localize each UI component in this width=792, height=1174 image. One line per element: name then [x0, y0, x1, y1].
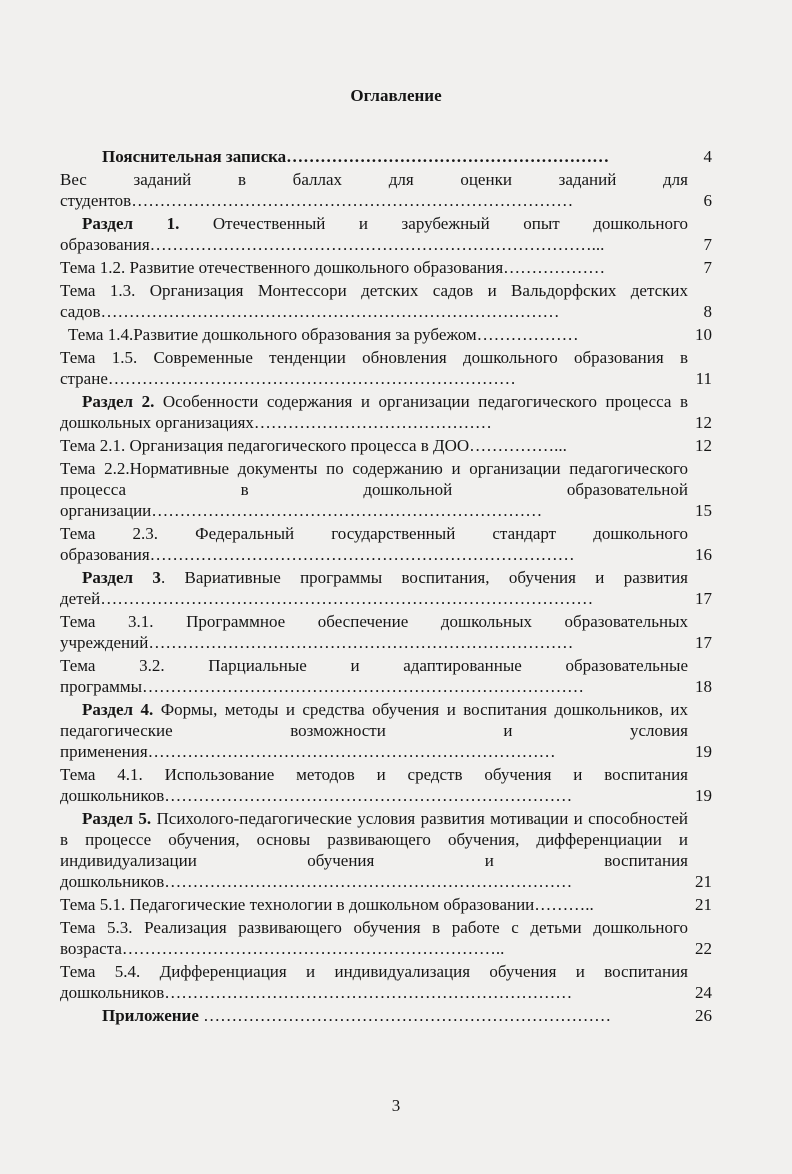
toc-entry-text: Тема 3.1. Программное обеспечение дошкольных образовательных учреждений………………………………………………………………… [60, 612, 688, 652]
toc-entry [60, 347, 712, 389]
toc-entry-text: Тема 5.1. Педагогические технологии в дошкольном образовании……….. [60, 895, 594, 914]
toc-entry [60, 894, 712, 915]
toc-entry-text: Раздел 1. Отечественный и зарубежный опыт дошкольного образования……………………………………………………………………... [60, 214, 689, 254]
toc-entry-text: Тема 5.3. Реализация развивающего обучения в работе с детьми дошкольного возраста………………………………………………………….. [60, 918, 688, 958]
page-number-footer: 3 [391, 1096, 401, 1115]
toc-entry [60, 523, 712, 565]
toc-entry-text: Тема 2.3. Федеральный государственный стандарт дошкольного образования………………………………………………………………… [60, 524, 688, 564]
toc-entry [60, 435, 712, 456]
toc-entry [60, 146, 712, 167]
toc-page-number: 15 [695, 501, 712, 520]
toc-entry [60, 1005, 712, 1026]
toc-entry [60, 324, 712, 345]
table-of-contents [60, 146, 712, 1028]
toc-page-number: 7 [703, 235, 712, 254]
toc-entry-text: Тема 2.1. Организация педагогического процесса в ДОО……………... [60, 436, 567, 455]
toc-entry [60, 917, 712, 959]
toc-entry [60, 257, 712, 278]
toc-entry-text: Раздел 4. Формы, методы и средства обучения и воспитания дошкольников, их педагогические возможности и условия применения……………………………………………………………… [60, 700, 689, 761]
toc-page-number: 26 [695, 1006, 712, 1025]
toc-entry-text: Тема 5.4. Дифференциация и индивидуализация обучения и воспитания дошкольников……………………………………………………………… [60, 962, 688, 1002]
toc-entry-heading: Раздел 1. [82, 214, 180, 233]
toc-page-number: 19 [695, 786, 712, 805]
toc-entry [60, 764, 712, 806]
toc-entry-text: Тема 3.2. Парциальные и адаптированные образовательные программы…………………………………………………………………… [60, 656, 688, 696]
toc-page-number: 7 [703, 258, 712, 277]
toc-page-number: 11 [695, 369, 712, 388]
toc-entry [60, 808, 712, 892]
toc-entry [60, 655, 712, 697]
toc-entry-text: Приложение ……………………………………………………………… [102, 1006, 612, 1025]
toc-entry-heading: Приложение [102, 1006, 199, 1025]
toc-entry-text: Тема 1.3. Организация Монтессори детских садов и Вальдорфских детских садов……………………………………………………………………… [60, 281, 688, 321]
toc-page-number: 10 [695, 325, 712, 344]
toc-entry [60, 611, 712, 653]
toc-page-number: 18 [695, 677, 712, 696]
toc-page-number: 22 [695, 939, 712, 958]
toc-entry-text: Раздел 2. Особенности содержания и организации педагогического процесса в дошкольных организациях…………………………………… [60, 392, 688, 432]
toc-page-number: 12 [695, 436, 712, 455]
toc-entry [60, 961, 712, 1003]
toc-page-number: 21 [695, 895, 712, 914]
toc-page-number: 4 [703, 147, 712, 166]
toc-entry-heading: Раздел 4. [82, 700, 154, 719]
toc-page-number: 17 [695, 589, 712, 608]
toc-entry-heading: Раздел 3 [82, 568, 161, 587]
toc-page-number: 12 [695, 413, 712, 432]
toc-entry-heading: Раздел 2. [82, 392, 155, 411]
toc-entry-heading: Раздел 5. [82, 809, 152, 828]
toc-entry-text: Тема 1.2. Развитие отечественного дошкольного образования……………… [60, 258, 606, 277]
toc-page-number: 6 [703, 191, 712, 210]
toc-entry [60, 213, 712, 255]
toc-entry-text: Тема 4.1. Использование методов и средств обучения и воспитания дошкольников……………………………………………………………… [60, 765, 688, 805]
toc-entry-text: Вес заданий в баллах для оценки заданий для студентов…………………………………………………………………… [60, 170, 688, 210]
toc-entry [60, 699, 712, 762]
toc-entry-text: Раздел 3. Вариативные программы воспитания, обучения и развития детей…………………………………………………………………………… [60, 568, 688, 608]
toc-page-number: 24 [695, 983, 712, 1002]
toc-page-number: 21 [695, 872, 712, 891]
toc-entry-text: Тема 2.2.Нормативные документы по содержанию и организации педагогического процесса в дошкольной образовательной организации…………………………………………………………… [60, 459, 688, 520]
toc-entry-text: Раздел 5. Психолого-педагогические условия развития мотивации и способностей в процессе обучения, основы развивающего обучения, дифференциации и индивидуализации обучения и воспитания дошкольников……………………………………………………………… [60, 809, 688, 891]
toc-entry [60, 458, 712, 521]
toc-entry [60, 391, 712, 433]
toc-entry-text: Тема 1.4.Развитие дошкольного образования за рубежом……………… [68, 325, 579, 344]
toc-page-number: 17 [695, 633, 712, 652]
page-title: Оглавление [350, 86, 442, 105]
toc-page-number: 16 [695, 545, 712, 564]
toc-entry [60, 567, 712, 609]
toc-entry [60, 280, 712, 322]
toc-page-number: 8 [703, 302, 712, 321]
toc-entry [60, 169, 712, 211]
toc-entry-text: Тема 1.5. Современные тенденции обновления дошкольного образования в стране……………………………………………………………… [60, 348, 688, 388]
toc-entry-text: Пояснительная записка………………………………………………… [102, 147, 610, 166]
toc-page-number: 19 [695, 742, 712, 761]
